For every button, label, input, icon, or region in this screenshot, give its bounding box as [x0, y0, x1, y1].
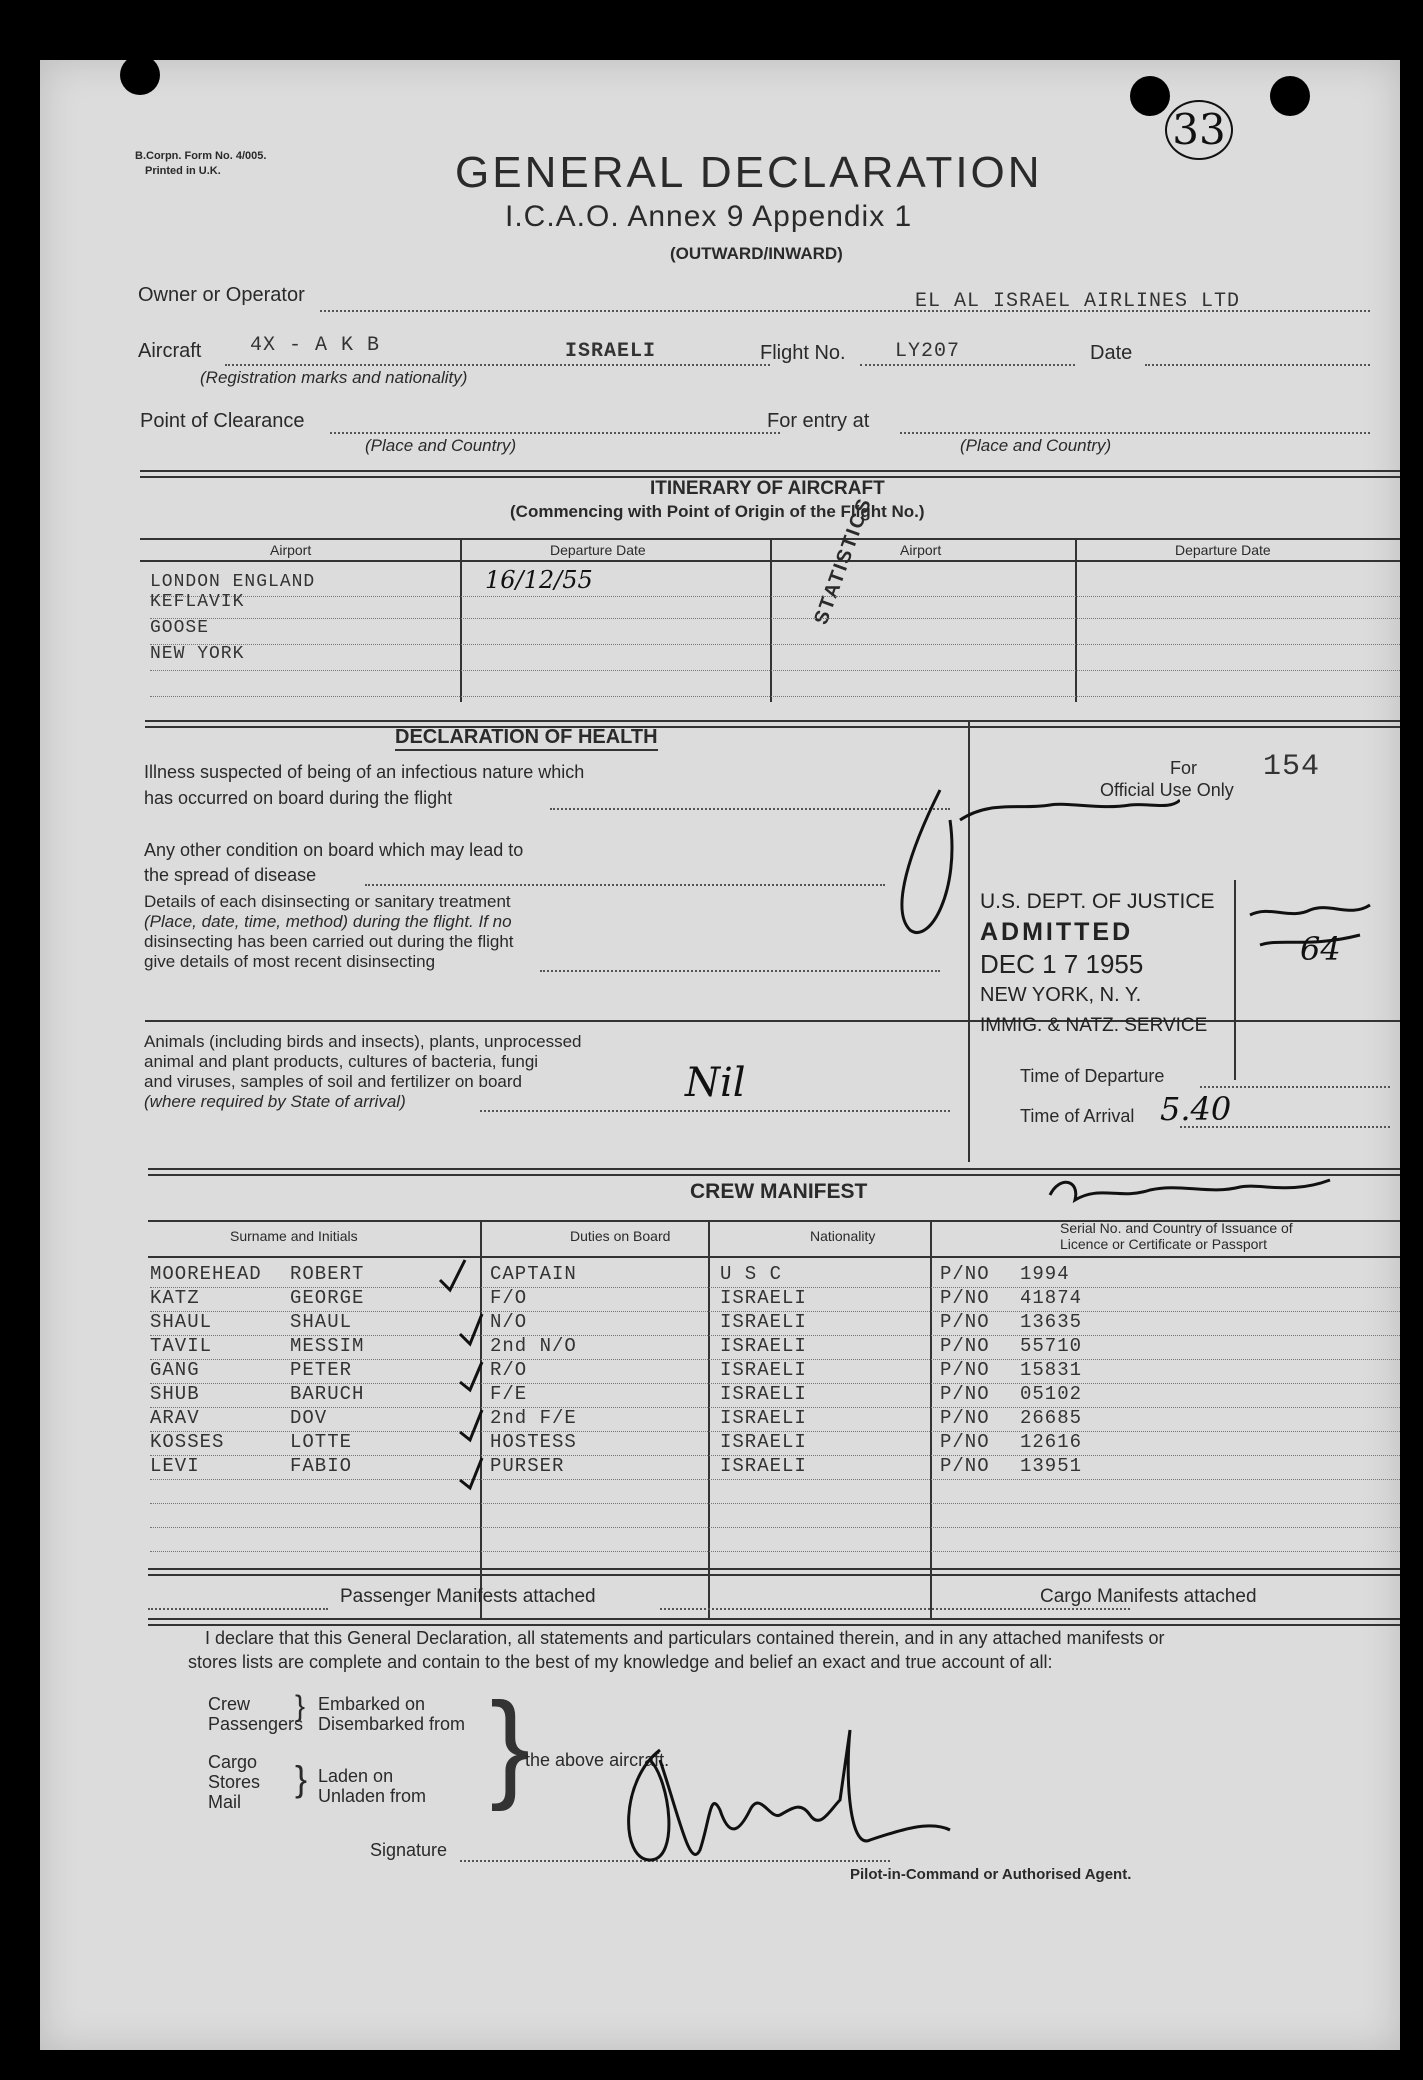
arrival-handwritten: 5.40 — [1160, 1090, 1232, 1128]
crew-nationality: U S C — [720, 1263, 783, 1285]
health-q3-line — [540, 970, 940, 972]
form-sheet — [40, 60, 1400, 2050]
check-marks — [420, 1250, 530, 1510]
crew-col-serial: Serial No. and Country of Issuance of — [1060, 1220, 1293, 1236]
decl-crew: Crew — [208, 1694, 251, 1714]
crew-duty: PURSER — [490, 1455, 565, 1477]
crew-row — [150, 1407, 1400, 1432]
aircraft-line — [225, 364, 770, 366]
page-number: 33 — [1165, 100, 1233, 160]
itinerary-sub: (Commencing with Point of Origin of the Flight No.) — [510, 502, 925, 521]
crew-surname: LEVI — [150, 1455, 200, 1477]
itinerary-airport: LONDON ENGLAND — [150, 572, 316, 592]
itinerary-row — [150, 592, 1400, 619]
crew-serial: 15831 — [1020, 1359, 1083, 1381]
crew-serial: 13635 — [1020, 1311, 1083, 1333]
crew-pno: P/NO — [940, 1263, 990, 1285]
health-q1: Illness suspected of being of an infectious nature which — [144, 762, 585, 782]
entry-line — [900, 432, 1370, 434]
itinerary-row — [150, 618, 1400, 645]
crew-duty: HOSTESS — [490, 1431, 577, 1453]
crew-duty: F/O — [490, 1287, 528, 1309]
health-q4: Animals (including birds and insects), plants, unprocessed — [144, 1032, 582, 1051]
crew-nationality: ISRAELI — [720, 1359, 807, 1381]
cargo-manifest: Cargo Manifests attached — [1040, 1586, 1257, 1607]
crew-pno: P/NO — [940, 1383, 990, 1405]
crew-serial: 41874 — [1020, 1287, 1083, 1309]
itinerary-airport: GOOSE — [150, 618, 210, 638]
arrival-label: Time of Arrival — [1020, 1106, 1135, 1126]
crew-duty: R/O — [490, 1359, 528, 1381]
crew-row — [150, 1311, 1400, 1336]
health-q4-handwritten: Nil — [685, 1060, 746, 1106]
crew-nationality: ISRAELI — [720, 1335, 807, 1357]
crew-given: FABIO — [290, 1455, 353, 1477]
date-label: Date — [1090, 342, 1133, 364]
itinerary-heading: ITINERARY OF AIRCRAFT — [650, 478, 885, 499]
decl-brace: } — [490, 1678, 531, 1812]
entry-note: (Place and Country) — [960, 436, 1112, 455]
departure-label: Time of Departure — [1020, 1066, 1165, 1086]
form-direction: (OUTWARD/INWARD) — [670, 244, 843, 263]
official-hand-count: 64 — [1300, 930, 1341, 968]
col-departure: Departure Date — [550, 542, 646, 558]
divider — [145, 720, 1400, 728]
crew-duty: 2nd F/E — [490, 1407, 577, 1429]
punch-hole — [1130, 76, 1170, 116]
flight-line — [860, 364, 1075, 366]
form-number: B.Corpn. Form No. 4/005. — [135, 150, 267, 162]
crew-nationality: ISRAELI — [720, 1383, 807, 1405]
crew-col-duties: Duties on Board — [570, 1228, 671, 1244]
health-q2-line — [365, 884, 885, 886]
aircraft-label: Aircraft — [138, 340, 202, 362]
crew-col-name: Surname and Initials — [230, 1228, 358, 1244]
crew-row — [150, 1359, 1400, 1384]
signature-label: Signature — [370, 1840, 448, 1860]
form-title: GENERAL DECLARATION — [455, 148, 1043, 197]
crew-surname: SHUB — [150, 1383, 200, 1405]
crew-serial: 26685 — [1020, 1407, 1083, 1429]
crew-surname: SHAUL — [150, 1311, 213, 1333]
statistics-stamp: STATISTICS — [810, 494, 877, 628]
health-q3: disinsecting has been carried out during the flight — [144, 932, 514, 951]
stamp-line: NEW YORK, N. Y. — [980, 984, 1142, 1006]
crew-row — [150, 1287, 1400, 1312]
crew-duty: 2nd N/O — [490, 1335, 577, 1357]
crew-row — [150, 1263, 1400, 1288]
crew-row — [150, 1431, 1400, 1456]
crew-surname: KOSSES — [150, 1431, 225, 1453]
decl-laden: Laden on — [318, 1766, 394, 1786]
official-for: For — [1170, 758, 1197, 778]
col-departure-2: Departure Date — [1175, 542, 1271, 558]
itinerary-airport: NEW YORK — [150, 644, 245, 664]
health-q3: (Place, date, time, method) during the flight. If no — [144, 912, 512, 931]
flight-value: LY207 — [895, 340, 961, 363]
crew-pno: P/NO — [940, 1431, 990, 1453]
decl-stores: Stores — [208, 1772, 261, 1792]
decl-embarked: Embarked on — [318, 1694, 426, 1714]
passenger-manifest-line — [148, 1608, 328, 1610]
crew-given: LOTTE — [290, 1431, 353, 1453]
form-subtitle: I.C.A.O. Annex 9 Appendix 1 — [505, 200, 913, 233]
official-count: 154 — [1263, 750, 1321, 784]
crew-row — [150, 1383, 1400, 1408]
crew-serial: 05102 — [1020, 1383, 1083, 1405]
passenger-manifest: Passenger Manifests attached — [340, 1586, 596, 1607]
stamp-line: U.S. DEPT. OF JUSTICE — [980, 890, 1215, 913]
decl-above: the above aircraft. — [525, 1750, 670, 1770]
crew-nationality: ISRAELI — [720, 1431, 807, 1453]
entry-label: For entry at — [767, 410, 870, 432]
owner-label: Owner or Operator — [138, 284, 305, 306]
flight-label: Flight No. — [760, 342, 846, 364]
decl-brace: } — [295, 1690, 306, 1723]
crew-serial: 1994 — [1020, 1263, 1070, 1285]
official-rule — [1234, 880, 1236, 1080]
crew-duty: N/O — [490, 1311, 528, 1333]
divider — [148, 1618, 1400, 1626]
owner-value: EL AL ISRAEL AIRLINES LTD — [915, 290, 1241, 313]
crew-col-nationality: Nationality — [810, 1228, 876, 1244]
aircraft-registration: 4X - A K B — [250, 334, 381, 357]
crew-given: SHAUL — [290, 1311, 353, 1333]
crew-pno: P/NO — [940, 1287, 990, 1309]
official-hand-notes — [1240, 890, 1380, 960]
crew-row — [150, 1503, 1400, 1528]
crew-surname: ARAV — [150, 1407, 200, 1429]
date-line — [1145, 364, 1370, 366]
crew-heading: CREW MANIFEST — [690, 1180, 868, 1203]
official-label: Official Use Only — [1100, 780, 1234, 800]
col-airport: Airport — [270, 542, 312, 558]
crew-given: GEORGE — [290, 1287, 365, 1309]
crew-nationality: ISRAELI — [720, 1455, 807, 1477]
clearance-line — [330, 432, 780, 434]
cargo-manifest-line — [660, 1608, 1130, 1610]
col-airport-2: Airport — [900, 542, 942, 558]
crew-given: BARUCH — [290, 1383, 365, 1405]
crew-pno: P/NO — [940, 1407, 990, 1429]
crew-row — [150, 1479, 1400, 1504]
stamp-date: DEC 1 7 1955 — [980, 949, 1144, 979]
crew-pno: P/NO — [940, 1359, 990, 1381]
health-q3: give details of most recent disinsecting — [144, 952, 436, 971]
crew-hand-note — [1040, 1165, 1340, 1215]
health-heading: DECLARATION OF HEALTH — [395, 726, 658, 751]
decl-passengers: Passengers — [208, 1714, 304, 1734]
divider — [148, 1568, 1400, 1576]
clearance-label: Point of Clearance — [140, 410, 305, 432]
crew-given: DOV — [290, 1407, 328, 1429]
stamp-line: ADMITTED — [980, 918, 1134, 946]
itinerary-date: 16/12/55 — [485, 566, 593, 594]
crew-serial: 55710 — [1020, 1335, 1083, 1357]
health-q4-line — [480, 1110, 950, 1112]
crew-duty: F/E — [490, 1383, 528, 1405]
admission-stamp — [980, 890, 1220, 1037]
aircraft-nationality: ISRAELI — [565, 340, 657, 363]
divider — [140, 470, 1400, 478]
crew-row — [150, 1455, 1400, 1480]
health-q3: Details of each disinsecting or sanitary treatment — [144, 892, 511, 911]
health-q4: animal and plant products, cultures of bacteria, fungi — [144, 1052, 539, 1071]
crew-pno: P/NO — [940, 1311, 990, 1333]
crew-given: ROBERT — [290, 1263, 365, 1285]
crew-pno: P/NO — [940, 1335, 990, 1357]
crew-surname: MOOREHEAD — [150, 1263, 262, 1285]
health-q4: (where required by State of arrival) — [144, 1092, 406, 1111]
stamp-line: IMMIG. & NATZ. SERVICE — [980, 1015, 1208, 1036]
crew-row — [150, 1527, 1400, 1552]
crew-given: PETER — [290, 1359, 353, 1381]
declaration-text: stores lists are complete and contain to the best of my knowledge and belief an exact and true account of all: — [188, 1652, 1053, 1672]
crew-serial: 13951 — [1020, 1455, 1083, 1477]
crew-surname: GANG — [150, 1359, 200, 1381]
crew-given: MESSIM — [290, 1335, 365, 1357]
punch-hole — [1270, 76, 1310, 116]
crew-row — [150, 1335, 1400, 1360]
crew-surname: TAVIL — [150, 1335, 213, 1357]
signer-note: Pilot-in-Command or Authorised Agent. — [850, 1866, 1132, 1883]
crew-nationality: ISRAELI — [720, 1287, 807, 1309]
captain-signature — [600, 1720, 960, 1890]
decl-disembarked: Disembarked from — [318, 1714, 466, 1734]
itinerary-airport: KEFLAVIK — [150, 592, 245, 612]
itinerary-row — [150, 644, 1400, 671]
crew-serial: 12616 — [1020, 1431, 1083, 1453]
declaration-text: I declare that this General Declaration, all statements and particulars contained therein, and in any attached manifests or — [205, 1628, 1165, 1648]
decl-mail: Mail — [208, 1792, 242, 1812]
health-q4: and viruses, samples of soil and fertilizer on board — [144, 1072, 522, 1091]
punch-hole — [120, 55, 160, 95]
crew-nationality: ISRAELI — [720, 1311, 807, 1333]
health-q2: Any other condition on board which may lead to — [144, 840, 524, 860]
clearance-note: (Place and Country) — [365, 436, 517, 455]
crew-pno: P/NO — [940, 1455, 990, 1477]
crew-nationality: ISRAELI — [720, 1407, 807, 1429]
decl-brace: } — [295, 1758, 308, 1799]
crew-duty: CAPTAIN — [490, 1263, 577, 1285]
aircraft-note: (Registration marks and nationality) — [200, 368, 468, 387]
crew-surname: KATZ — [150, 1287, 200, 1309]
departure-line — [1200, 1086, 1390, 1088]
crew-rule — [148, 1256, 1400, 1258]
crew-col-serial: Licence or Certificate or Passport — [1060, 1236, 1267, 1252]
itinerary-row — [150, 670, 1400, 697]
decl-cargo: Cargo — [208, 1752, 258, 1772]
decl-unladen: Unladen from — [318, 1786, 427, 1806]
printed-in: Printed in U.K. — [145, 165, 221, 177]
health-q1: has occurred on board during the flight — [144, 788, 453, 808]
health-q2: the spread of disease — [144, 865, 317, 885]
